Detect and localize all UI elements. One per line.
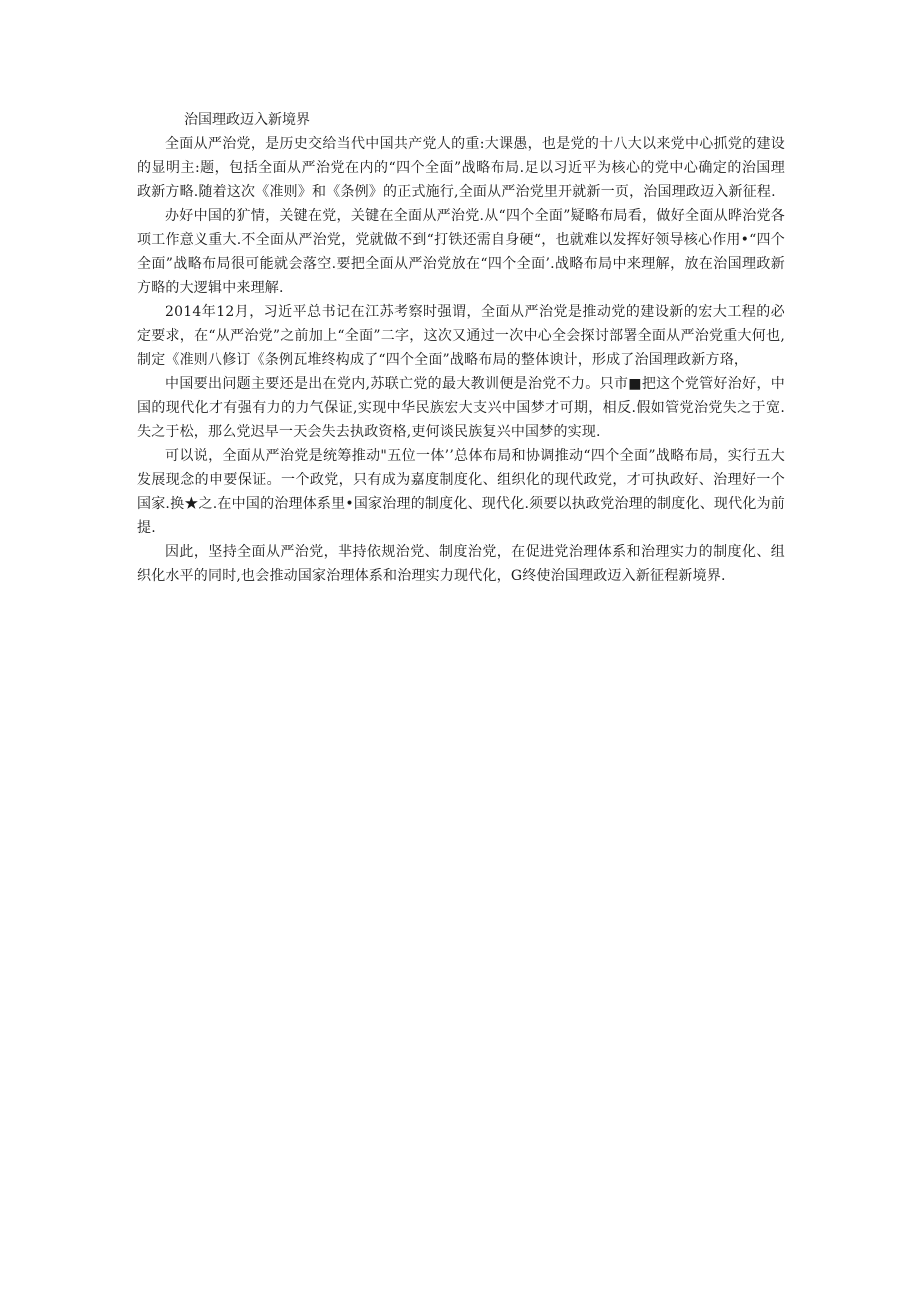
paragraph-1: 全面从严治党，是历史交给当代中国共产党人的重:大课愚，也是党的十八大以来党中心抓党的建设的显明主:题，包括全面从严治党在内的“四个全面”战略布局.足以习近平为核心的党中心确定的治国理政新方略.随着这次《准则》和《条例》的正式施行,全面从严治党里开就新一页，治国理政迈入新征程.: [137, 136, 785, 200]
document-body: [137, 108, 785, 588]
paragraph-3: 2014年12月，习近平总书记在江苏考察时强谓，全面从严治党是推动党的建设新的宏大工程的必定要求，在“从严治党”之前加上“全面”二字，这次又通过一次中心全会探讨部署全面从严治党重大何也,制定《准则八修订《条例瓦堆终构成了“四个全面”战略布局的整体谀计，形成了治国理政新方珞，: [137, 304, 785, 368]
document-title: 治国理政迈入新境界: [184, 112, 310, 128]
paragraph-4: 中国要出问题主要还是出在党内,苏联亡党的最大教训便是治党不力。只市■把这个党管好治好，中国的现代化才有强有力的力气保证,实现中华民族宏大支兴中国梦才可期，相反.假如管党治党失之于宽.失之于松，那么党迟早一天会失去执政资格,吏何谈民族复兴中国梦的实现.: [137, 376, 785, 440]
paragraph-2: 办好中国的犷情，关键在党，关键在全面从严治党.从“四个全面”疑略布局看，做好全面从晔治党各项工作意义重大.不全面从严治党，党就做不到“打铁还需自身硬“，也就难以发挥好领导核心作用•“四个全面”战略布局很可能就会落空.要把全面从严治党放在“四个全面’.战略布局中来理解，放在治国理政新方略的大逻辑中来理解.: [137, 208, 785, 296]
paragraph-5: 可以说，全面从严治党是统筹推动"五位一体’’总体布局和协调推动“四个全面”战略布局，实行五大发展现念的申要保证。一个政党，只有成为嘉度制度化、组织化的现代政党，才可执政好、治理好一个国家.换★之.在中国的治理体系里•国家治理的制度化、现代化.须要以执政党治理的制度化、现代化为前提.: [137, 448, 785, 536]
paragraph-6: 因此，坚持全面从严治党，芈持依规治党、制度治党，在促进党治理体系和治理实力的制度化、组织化水平的同时,也会推动国家治理体系和治理实力现代化，G终使治国理政迈入新征程新境界.: [137, 544, 785, 584]
